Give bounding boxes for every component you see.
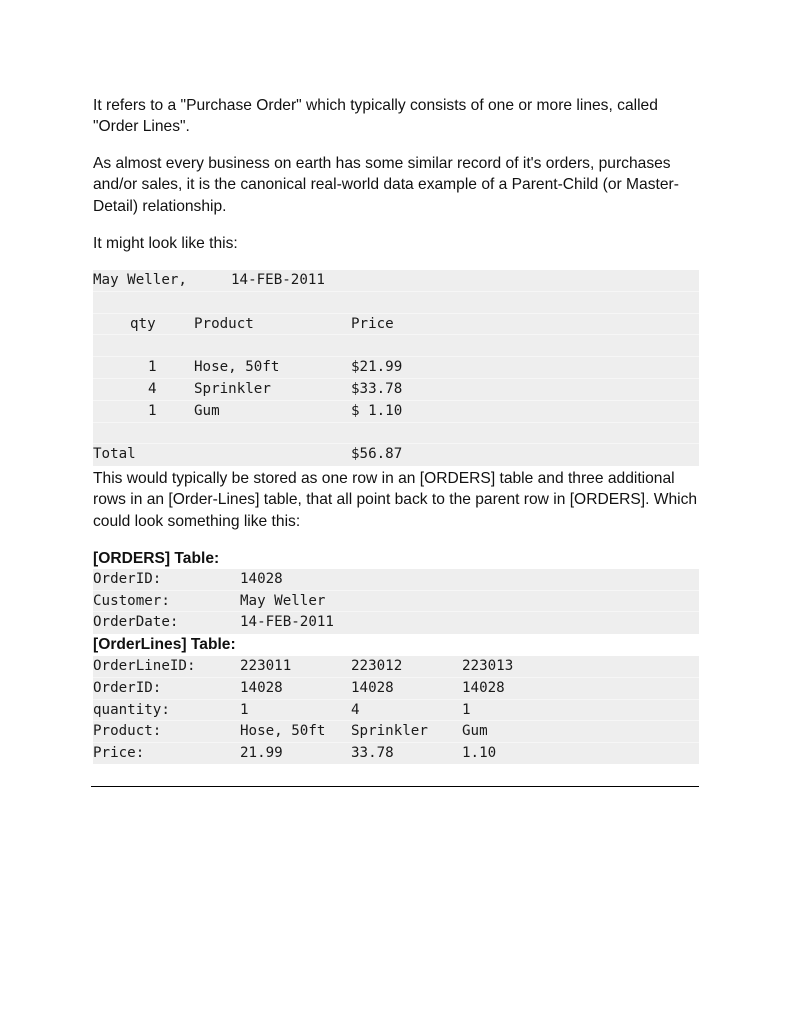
orders-row [93, 569, 699, 591]
orderlines-value-2: 223012 [351, 658, 403, 674]
orderlines-value-1: 1 [240, 701, 249, 718]
orders-row [93, 591, 699, 613]
po-row-price: $21.99 [351, 359, 403, 376]
po-row-qty: 1 [148, 402, 157, 419]
po-row-qty: 4 [148, 380, 157, 397]
po-header-line [93, 270, 699, 292]
orders-table-block [93, 569, 699, 634]
orders-value: 14028 [240, 571, 283, 587]
po-row-qty: 1 [148, 359, 157, 376]
po-customer: May Weller, [93, 272, 187, 288]
purchase-order-code-block [93, 270, 699, 466]
horizontal-rule [91, 786, 699, 787]
orderlines-value-3: 1 [462, 701, 471, 718]
po-row [93, 401, 699, 423]
orderlines-value-2: 14028 [351, 679, 394, 696]
orders-value: 14-FEB-2011 [240, 614, 334, 631]
orderlines-field: Price: [93, 745, 145, 762]
orderlines-row [93, 678, 699, 700]
po-row-price: $ 1.10 [351, 402, 403, 419]
orderlines-row [93, 700, 699, 722]
po-row [93, 357, 699, 379]
orderlines-value-2: 4 [351, 701, 360, 718]
orderlines-value-1: Hose, 50ft [240, 723, 326, 740]
po-header-price: Price [351, 315, 394, 332]
po-header-product: Product [194, 315, 254, 332]
intro-paragraph-3: It might look like this: [93, 235, 238, 252]
intro-paragraph-2: As almost every business on earth has some similar record of it's orders, purchases and/or sales, it is the canonical real-world data example of a Parent-Child (or Master-Detail) relationship. [93, 155, 679, 215]
orders-value: May Weller [240, 592, 326, 609]
orders-field: OrderID: [93, 571, 162, 587]
po-blank-line [93, 335, 699, 357]
orders-field: OrderDate: [93, 614, 179, 631]
orderlines-row [93, 743, 699, 765]
orderlines-table-title: [OrderLines] Table: [93, 636, 236, 653]
orderlines-value-1: 21.99 [240, 745, 283, 762]
orderlines-value-2: 33.78 [351, 745, 394, 762]
orderlines-field: OrderID: [93, 679, 162, 696]
orders-row [93, 612, 699, 634]
orderlines-field: Product: [93, 723, 162, 740]
orderlines-value-3: Gum [462, 723, 488, 740]
orderlines-field: OrderLineID: [93, 658, 196, 674]
po-row-product: Gum [194, 402, 220, 419]
po-date: 14-FEB-2011 [231, 272, 325, 288]
po-header-qty: qty [130, 315, 156, 332]
po-row-product: Sprinkler [194, 380, 271, 397]
po-row [93, 379, 699, 401]
po-total-label: Total [93, 446, 136, 463]
orderlines-table-block [93, 656, 699, 764]
po-blank-line [93, 423, 699, 445]
po-total-line [93, 444, 699, 466]
orders-table-title: [ORDERS] Table: [93, 550, 220, 567]
orderlines-value-3: 1.10 [462, 745, 497, 762]
orders-field: Customer: [93, 592, 170, 609]
intro-paragraph-1: It refers to a "Purchase Order" which typically consists of one or more lines, called "Order Lines". [93, 97, 658, 136]
orderlines-value-3: 14028 [462, 679, 505, 696]
orderlines-row [93, 721, 699, 743]
orderlines-value-1: 223011 [240, 658, 292, 674]
po-total-value: $56.87 [351, 446, 403, 463]
po-row-product: Hose, 50ft [194, 359, 280, 376]
orderlines-value-1: 14028 [240, 679, 283, 696]
orderlines-value-3: 223013 [462, 658, 514, 674]
storage-paragraph: This would typically be stored as one row in an [ORDERS] table and three additional rows in an [Order-Lines] table, that all point back to the parent row in [ORDERS]. Which could look something like this: [93, 470, 698, 530]
po-column-headers [93, 314, 699, 336]
orderlines-value-2: Sprinkler [351, 723, 428, 740]
orderlines-row [93, 656, 699, 678]
po-blank-line [93, 292, 699, 314]
orderlines-field: quantity: [93, 701, 170, 718]
po-row-price: $33.78 [351, 380, 403, 397]
